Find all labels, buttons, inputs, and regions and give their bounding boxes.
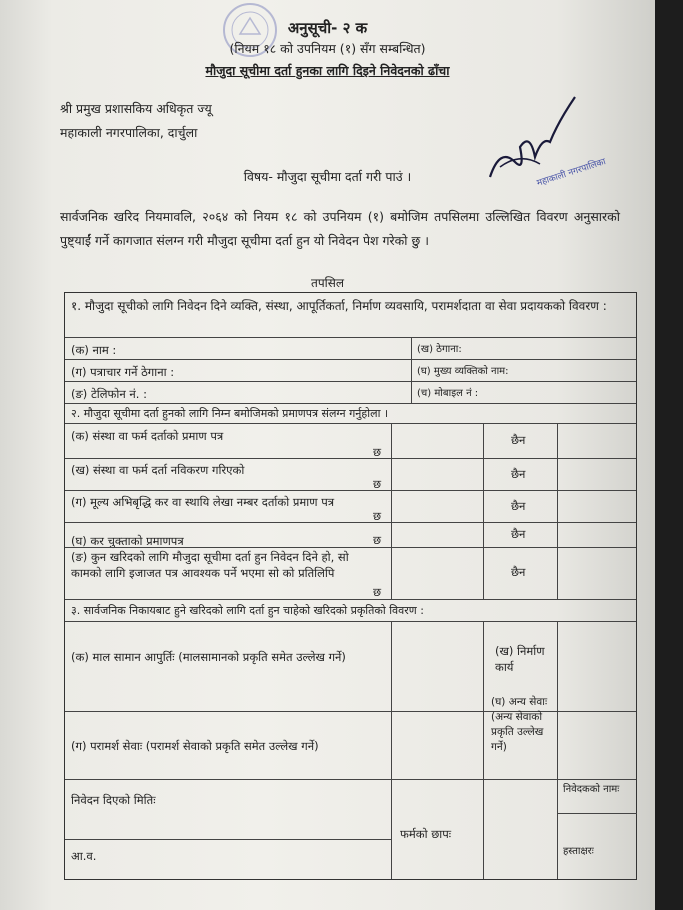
application-body: सार्वजनिक खरिद नियमावलि, २०६४ को नियम १८ को उपनियम (१) बमोजिम तपसिलमा उल्लिखित विवरण अनुसारको पुष्ट्याईं गर्ने कागजात संलग्न गरी मौजुदा सूचीमा दर्ता हुन यो निवेदन पेश गरेको छु । bbox=[60, 209, 620, 248]
goods-supply-field: (क) माल सामान आपुर्तिः (मालसामानको प्रकृति समेत उल्लेख गर्ने) bbox=[71, 650, 346, 664]
section1-heading: १. मौजुदा सूचीको लागि निवेदन दिने व्यक्ति, संस्था, आपूर्तिकर्ता, निर्माण व्यवसायि, परामर्शदाता वा सेवा प्रदायकको विवरण : bbox=[71, 299, 607, 313]
no-checkbox-label: छैन bbox=[511, 433, 526, 447]
subject-line: विषय- मौजुदा सूचीमा दर्ता गरी पाउं । bbox=[243, 169, 412, 184]
applicant-name-signoff: निवेदकको नामः bbox=[563, 784, 620, 795]
yes-checkbox-label: छ bbox=[373, 445, 382, 459]
vat-pan-row: (ग) मूल्य अभिबृद्धि कर वा स्थायि लेखा नम्बर दर्ताको प्रमाण पत्र bbox=[71, 495, 335, 509]
application-form-table bbox=[64, 292, 637, 880]
application-date-field: निवेदन दिएको मितिः bbox=[71, 793, 156, 807]
form-number: अनुसूची- २ क bbox=[287, 19, 368, 37]
yes-checkbox-label: छ bbox=[373, 585, 382, 599]
recipient-office: महाकाली नगरपालिका, दार्चुला bbox=[60, 125, 198, 140]
no-checkbox-label: छैन bbox=[511, 565, 526, 579]
license-copy-row: (ङ) कुन खरिदको लागि मौजुदा सूचीमा दर्ता हुन निवेदन दिने हो, सो कामको लागि इजाजत पत्र आवश्यक पर्ने भएमा सो को प्रतिलिपि bbox=[71, 550, 349, 580]
recipient-title: श्री प्रमुख प्रशासकिय अधिकृत ज्यू bbox=[60, 101, 212, 116]
contact-person-field: (घ) मुख्य व्यक्तिको नाम: bbox=[417, 366, 509, 377]
no-checkbox-label: छैन bbox=[511, 527, 526, 541]
postal-address-field: (ग) पत्राचार गर्ने ठेगाना : bbox=[71, 365, 175, 379]
scan-dark-edge bbox=[655, 0, 683, 910]
no-checkbox-label: छैन bbox=[511, 499, 526, 513]
mobile-field: (च) मोबाइल नं : bbox=[417, 388, 479, 399]
tax-clearance-row: (घ) कर चुक्ताको प्रमाणपत्र bbox=[71, 534, 184, 548]
office-stamp: महाकाली नगरपालिका bbox=[535, 157, 608, 189]
other-service-field: (घ) अन्य सेवाः (अन्य सेवाको प्रकृति उल्लेख गर्ने) bbox=[491, 696, 548, 753]
section2-heading: २. मौजुदा सूचीमा दर्ता हुनको लागि निम्न बमोजिमको प्रमाणपत्र संलग्न गर्नुहोला । bbox=[71, 407, 389, 420]
yes-checkbox-label: छ bbox=[373, 477, 382, 491]
registration-renewal-row: (ख) संस्था वा फर्म दर्ता नविकरण गरिएको bbox=[71, 463, 245, 477]
applicant-address-field: (ख) ठेगाना: bbox=[417, 344, 462, 355]
no-checkbox-label: छैन bbox=[511, 467, 526, 481]
firm-stamp-field: फर्मको छापः bbox=[400, 827, 452, 841]
section3-heading: ३. सार्वजनिक निकायबाट हुने खरिदको लागि दर्ता हुन चाहेको खरिदको प्रकृतिको विवरण : bbox=[71, 604, 424, 617]
yes-checkbox-label: छ bbox=[373, 509, 382, 523]
details-heading: तपसिल bbox=[310, 276, 344, 290]
form-title: मौजुदा सूचीमा दर्ता हुनका लागि दिइने निवेदनको ढाँचा bbox=[205, 63, 450, 78]
signature-field: हस्ताक्षरः bbox=[563, 846, 594, 857]
form-rule-reference: (नियम १८ को उपनियम (१) सँग सम्बन्धित) bbox=[229, 41, 426, 56]
yes-checkbox-label: छ bbox=[373, 533, 382, 547]
registration-certificate-row: (क) संस्था वा फर्म दर्ताको प्रमाण पत्र bbox=[71, 429, 224, 443]
telephone-field: (ङ) टेलिफोन नं. : bbox=[71, 387, 147, 401]
fiscal-year-field: आ.व. bbox=[71, 849, 97, 863]
applicant-name-field: (क) नाम : bbox=[71, 343, 117, 357]
construction-work-field: (ख) निर्माण कार्य bbox=[495, 644, 545, 674]
consulting-service-field: (ग) परामर्श सेवाः (परामर्श सेवाको प्रकृति समेत उल्लेख गर्ने) bbox=[71, 739, 319, 753]
